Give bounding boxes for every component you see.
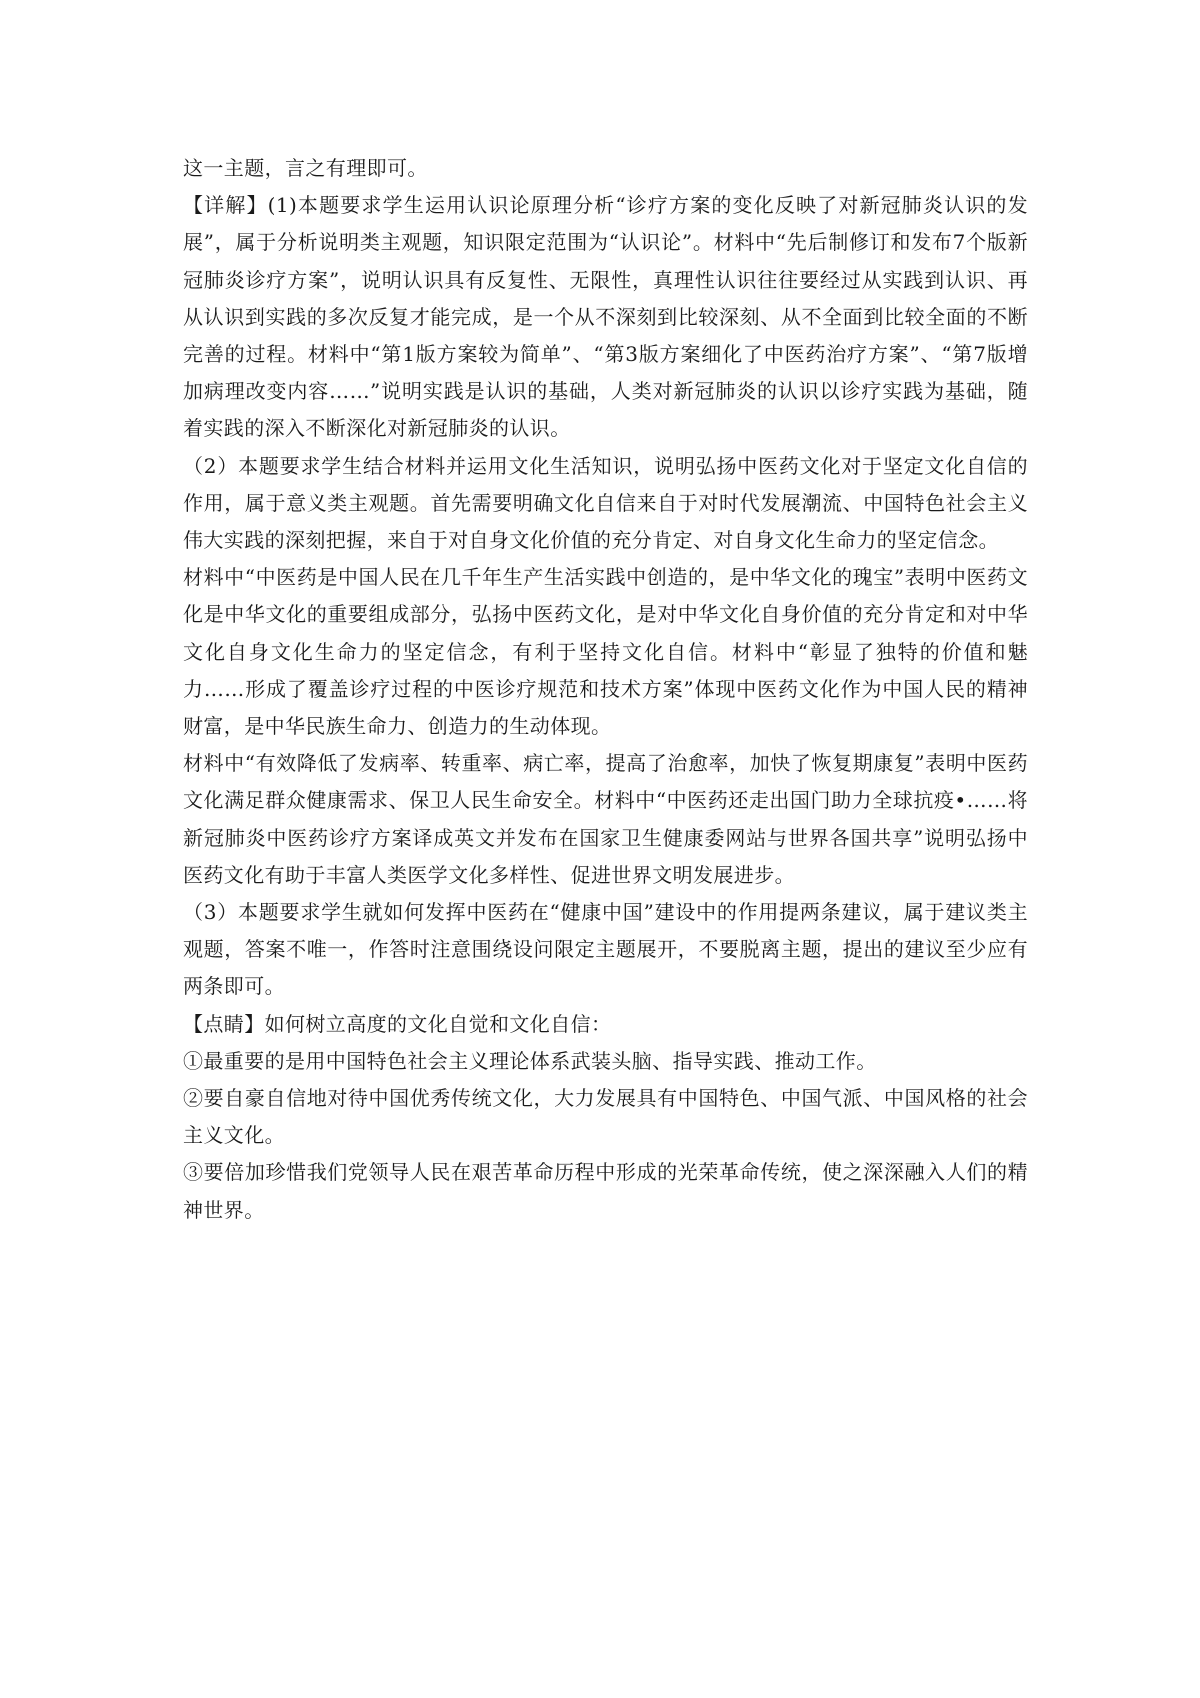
paragraph-key-points-heading: 【点睛】如何树立高度的文化自觉和文化自信： <box>183 1011 612 1036</box>
paragraph-detail-2: （2）本题要求学生结合材料并运用文化生活知识，说明弘扬中医药文化对于坚定文化自信的作用，属于意义类主观题。首先需要明确文化自信来自于对时代发展潮流、中国特色社会主义伟大实践的深刻把握，来自于对自身文化价值的充分肯定、对自身文化生命力的坚定信念。 <box>183 453 1028 553</box>
paragraph-key-point-1: ①最重要的是用中国特色社会主义理论体系武装头脑、指导实践、推动工作。 <box>183 1048 877 1073</box>
document-body <box>183 150 1028 1229</box>
paragraph-detail-1: 【详解】(1)本题要求学生运用认识论原理分析“诊疗方案的变化反映了对新冠肺炎认识的发展”，属于分析说明类主观题，知识限定范围为“认识论”。材料中“先后制修订和发布7个版新冠肺炎诊疗方案”，说明认识具有反复性、无限性，真理性认识往往要经过从实践到认识、再从认识到实践的多次反复才能完成，是一个从不深刻到比较深刻、从不全面到比较全面的不断完善的过程。材料中“第1版方案较为简单”、“第3版方案细化了中医药治疗方案”、“第7版增加病理改变内容……”说明实践是认识的基础，人类对新冠肺炎的认识以诊疗实践为基础，随着实践的深入不断深化对新冠肺炎的认识。 <box>183 193 1028 441</box>
paragraph-topic-note: 这一主题，言之有理即可。 <box>183 156 428 180</box>
paragraph-detail-3: （3）本题要求学生就如何发挥中医药在“健康中国”建设中的作用提两条建议，属于建议类主观题，答案不唯一，作答时注意围绕设问限定主题展开，不要脱离主题，提出的建议至少应有两条即可。 <box>183 900 1028 999</box>
paragraph-detail-2-material-a: 材料中“中医药是中国人民在几千年生产生活实践中创造的，是中华文化的瑰宝”表明中医药文化是中华文化的重要组成部分，弘扬中医药文化，是对中华文化自身价值的充分肯定和对中华文化自身文化生命力的坚定信念，有利于坚持文化自信。材料中“彰显了独特的价值和魅力……形成了覆盖诊疗过程的中医诊疗规范和技术方案”体现中医药文化作为中国人民的精神财富，是中华民族生命力、创造力的生动体现。 <box>183 565 1028 739</box>
paragraph-key-point-3: ③要倍加珍惜我们党领导人民在艰苦革命历程中形成的光荣革命传统，使之深深融入人们的精神世界。 <box>183 1160 1028 1222</box>
paragraph-key-point-2: ②要自豪自信地对待中国优秀传统文化，大力发展具有中国特色、中国气派、中国风格的社会主义文化。 <box>183 1086 1028 1148</box>
paragraph-detail-2-material-b: 材料中“有效降低了发病率、转重率、病亡率，提高了治愈率，加快了恢复期康复”表明中医药文化满足群众健康需求、保卫人民生命安全。材料中“中医药还走出国门助力全球抗疫•……将新冠肺炎中医药诊疗方案译成英文并发布在国家卫生健康委网站与世界各国共享”说明弘扬中医药文化有助于丰富人类医学文化多样性、促进世界文明发展进步。 <box>183 751 1028 887</box>
